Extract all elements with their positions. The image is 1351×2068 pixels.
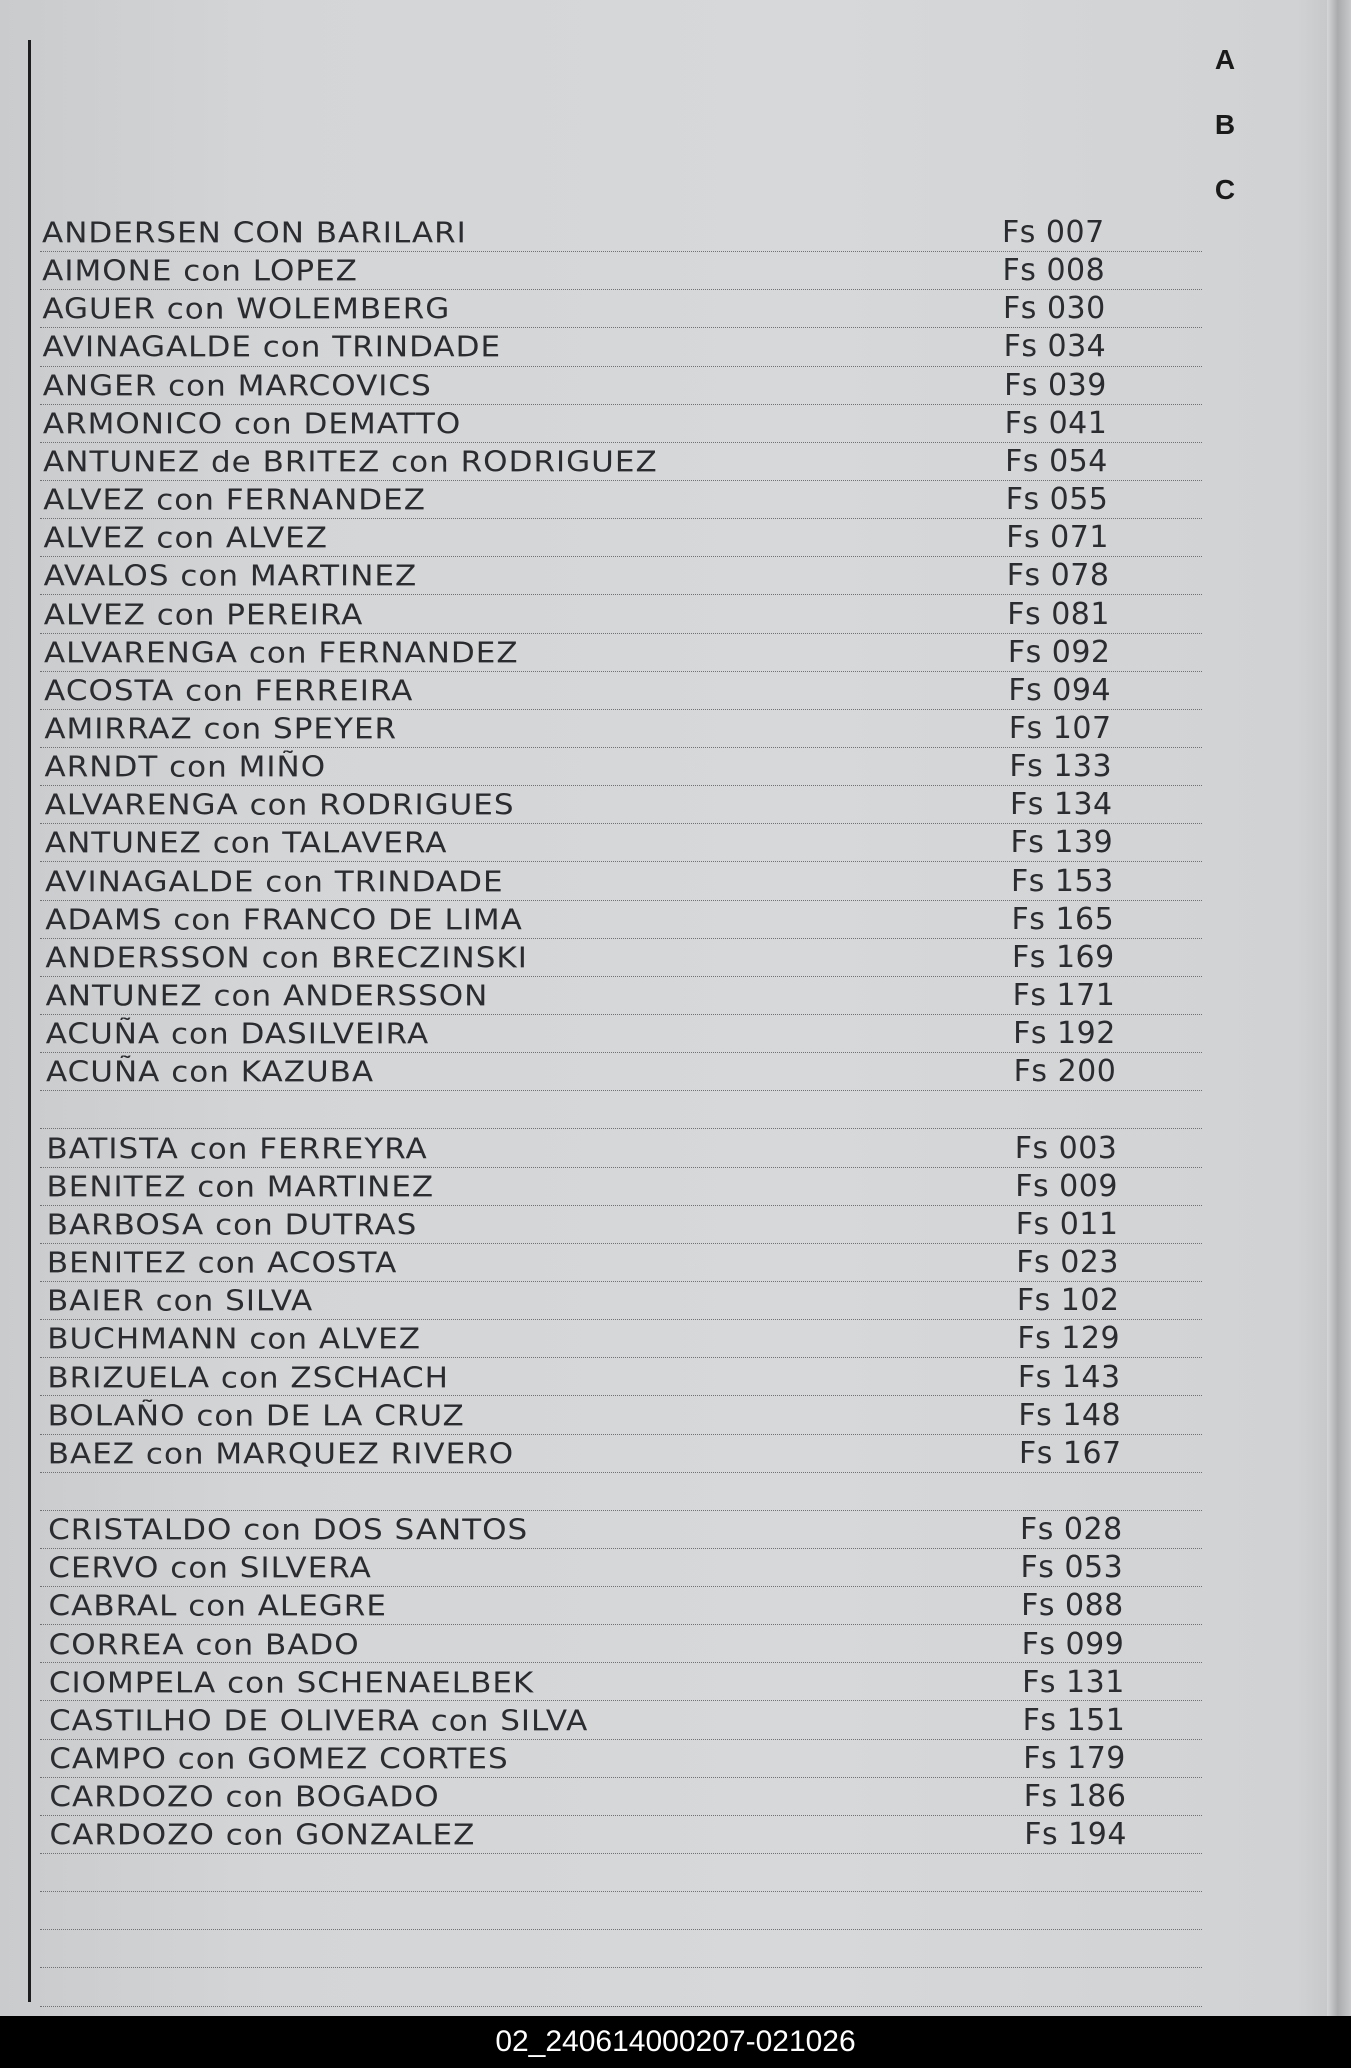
entry-folio: Fs 169: [1012, 939, 1115, 975]
entry-parties: ACOSTA con FERREIRA: [44, 674, 414, 708]
entry-parties: ANTUNEZ con TALAVERA: [44, 827, 448, 861]
index-entry: [49, 1664, 1209, 1702]
index-entry: [47, 1320, 1207, 1358]
entry-folio: Fs 186: [1023, 1779, 1127, 1815]
entry-folio: Fs 148: [1018, 1397, 1122, 1433]
entry-folio: Fs 092: [1007, 634, 1111, 670]
entry-parties: ACUÑA con KAZUBA: [45, 1056, 375, 1090]
entry-parties: CARDOZO con GONZALEZ: [49, 1819, 476, 1853]
entry-parties: ALVEZ con FERNANDEZ: [43, 483, 426, 518]
index-entry: [49, 1626, 1209, 1664]
entry-parties: CERVO con SILVERA: [48, 1552, 372, 1586]
index-entry: [42, 252, 1202, 290]
entry-folio: Fs 094: [1008, 672, 1112, 708]
entry-parties: ARMONICO con DEMATTO: [42, 407, 462, 441]
entry-parties: ARNDT con MIÑO: [44, 750, 327, 785]
index-entry: [45, 786, 1205, 824]
entry-parties: ALVEZ con ALVEZ: [43, 522, 329, 556]
index-entry: [45, 901, 1205, 939]
entry-folio: Fs 007: [1002, 215, 1105, 250]
entry-parties: AMIRRAZ con SPEYER: [44, 712, 398, 746]
entry-folio: Fs 071: [1006, 520, 1109, 556]
entry-folio: Fs 139: [1010, 825, 1114, 861]
index-entry: [49, 1778, 1209, 1816]
index-entry: [45, 863, 1205, 901]
entry-folio: Fs 009: [1015, 1168, 1118, 1204]
index-entry: [49, 1702, 1209, 1740]
entry-folio: Fs 023: [1016, 1245, 1119, 1281]
entry-parties: ANTUNEZ de BRITEZ con RODRIGUEZ: [43, 445, 658, 479]
entry-parties: ANDERSEN CON BARILARI: [42, 216, 467, 250]
entry-folio: Fs 054: [1005, 443, 1108, 479]
index-entry: [46, 1130, 1206, 1168]
index-entry: [46, 977, 1206, 1015]
entry-folio: Fs 041: [1004, 405, 1108, 441]
entry-folio: Fs 194: [1024, 1817, 1127, 1853]
entry-parties: ANGER con MARCOVICS: [42, 369, 432, 403]
entry-parties: CABRAL con ALEGRE: [48, 1590, 387, 1624]
entry-folio: Fs 030: [1003, 291, 1106, 327]
index-entry: [43, 443, 1203, 481]
index-tab-a: A: [1214, 44, 1236, 75]
index-entry: [48, 1587, 1208, 1625]
entry-folio: Fs 055: [1005, 482, 1109, 518]
index-entry: [43, 519, 1203, 557]
index-entry: [45, 939, 1205, 977]
index-entry: [43, 367, 1203, 405]
entry-parties: CASTILHO DE OLIVERA con SILVA: [49, 1704, 589, 1738]
entry-parties: ANDERSSON con BRECZINSKI: [45, 941, 528, 975]
index-entry: [46, 1053, 1206, 1091]
entry-folio: Fs 039: [1004, 367, 1107, 403]
entry-parties: BENITEZ con MARTINEZ: [46, 1170, 435, 1204]
entry-folio: Fs 179: [1023, 1741, 1126, 1776]
entry-folio: Fs 053: [1020, 1550, 1124, 1586]
entry-folio: Fs 081: [1007, 596, 1110, 632]
entry-parties: AVINAGALDE con TRINDADE: [45, 865, 504, 899]
entry-parties: AGUER con WOLEMBERG: [42, 293, 451, 327]
index-entry: [43, 328, 1203, 366]
entry-parties: CRISTALDO con DOS SANTOS: [48, 1513, 529, 1548]
index-entry: [48, 1549, 1208, 1587]
entry-folio: Fs 192: [1013, 1016, 1116, 1052]
index-entry: [44, 596, 1204, 634]
entry-parties: CIOMPELA con SCHENAELBEK: [48, 1666, 535, 1700]
entry-folio: Fs 151: [1022, 1702, 1126, 1738]
entry-parties: ALVARENGA con RODRIGUES: [44, 789, 515, 823]
entry-folio: Fs 078: [1006, 558, 1110, 594]
entry-folio: Fs 028: [1020, 1512, 1123, 1548]
entry-folio: Fs 167: [1018, 1435, 1122, 1471]
entry-parties: ACUÑA con DASILVEIRA: [45, 1018, 430, 1052]
entry-parties: AIMONE con LOPEZ: [42, 255, 358, 289]
entry-parties: BUCHMANN con ALVEZ: [47, 1323, 421, 1357]
entry-folio: Fs 107: [1008, 710, 1112, 746]
entry-parties: BOLAÑO con DE LA CRUZ: [47, 1399, 465, 1433]
entry-folio: Fs 011: [1015, 1206, 1119, 1242]
index-entry: [44, 672, 1204, 710]
entry-folio: Fs 129: [1017, 1321, 1121, 1357]
entry-folio: Fs 034: [1003, 329, 1107, 365]
entry-folio: Fs 165: [1011, 901, 1115, 937]
entry-parties: CAMPO con GOMEZ CORTES: [49, 1742, 509, 1776]
scan-id-footer: 02_240614000207-021026: [0, 2016, 1351, 2068]
index-entry: [44, 634, 1204, 672]
index-entry: [47, 1244, 1207, 1282]
entry-parties: BRIZUELA con ZSCHACH: [47, 1361, 449, 1395]
entry-parties: AVINAGALDE con TRINDADE: [42, 331, 502, 365]
index-entry: [49, 1740, 1209, 1778]
entry-parties: BENITEZ con ACOSTA: [46, 1246, 398, 1281]
index-entry: [47, 1206, 1207, 1244]
entry-parties: ALVARENGA con FERNANDEZ: [43, 636, 519, 670]
entry-folio: Fs 131: [1022, 1664, 1125, 1700]
entry-parties: ANTUNEZ con ANDERSSON: [45, 979, 489, 1013]
entry-folio: Fs 088: [1021, 1588, 1124, 1624]
index-entry: [48, 1511, 1208, 1549]
index-entry: [47, 1282, 1207, 1320]
index-entry: [47, 1359, 1207, 1397]
index-entry: [43, 481, 1203, 519]
index-entry: [48, 1397, 1208, 1435]
entry-folio: Fs 143: [1017, 1359, 1121, 1395]
index-tab-b: B: [1214, 109, 1236, 140]
entry-parties: BAIER con SILVA: [47, 1285, 314, 1319]
entry-folio: Fs 102: [1016, 1283, 1120, 1319]
entry-parties: CARDOZO con BOGADO: [49, 1781, 440, 1815]
entry-parties: ALVEZ con PEREIRA: [43, 598, 364, 632]
index-entry: [46, 1015, 1206, 1053]
entry-parties: BAEZ con MARQUEZ RIVERO: [47, 1437, 515, 1471]
entry-folio: Fs 003: [1014, 1130, 1118, 1166]
entry-folio: Fs 099: [1021, 1626, 1125, 1662]
index-entry: [47, 1168, 1207, 1206]
index-entry: [42, 290, 1202, 328]
index-entry: [43, 405, 1203, 443]
entry-folio: Fs 171: [1012, 978, 1116, 1013]
index-entry: [50, 1816, 1210, 1854]
entry-folio: Fs 134: [1009, 787, 1113, 823]
entry-folio: Fs 200: [1013, 1054, 1117, 1090]
entry-folio: Fs 133: [1009, 749, 1113, 785]
entry-folio: Fs 008: [1002, 253, 1106, 289]
index-entry: [45, 748, 1205, 786]
index-entry: [44, 710, 1204, 748]
index-entry: [48, 1435, 1208, 1473]
index-tab-c: C: [1214, 174, 1236, 205]
entry-folio: Fs 153: [1010, 863, 1114, 899]
index-entry: [45, 824, 1205, 862]
entry-parties: AVALOS con MARTINEZ: [43, 560, 418, 594]
entry-parties: CORREA con BADO: [48, 1628, 360, 1662]
index-entry: [42, 214, 1202, 252]
entry-parties: BARBOSA con DUTRAS: [46, 1208, 418, 1242]
index-entry: [44, 557, 1204, 595]
entry-parties: ADAMS con FRANCO DE LIMA: [45, 903, 523, 937]
entry-parties: BATISTA con FERREYRA: [46, 1132, 428, 1166]
